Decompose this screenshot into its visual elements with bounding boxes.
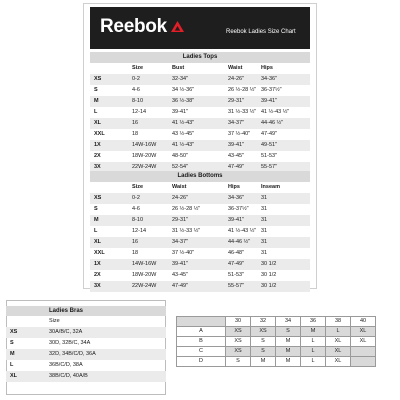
table-cell: 0-2 [132,76,140,82]
cup-size-label: B [177,337,226,347]
chart-title: Reebok Ladies Size Chart [226,29,296,35]
grid-cell: XS [251,327,276,337]
table-cell: 43-45" [172,272,189,278]
table-cell: 41 ½-43" [172,120,195,126]
band-size-header: 40 [351,317,376,327]
table-cell: 31 [261,217,268,223]
size-label: S [94,87,98,93]
table-row [90,107,310,118]
grid-cell: XL [351,337,376,347]
table-cell: 38B/C/D, 40A/B [49,373,88,379]
table-cell: 41 ½-43 ½" [228,228,257,234]
size-label: S [10,340,14,346]
grid-row [177,327,376,337]
table-cell: 55-57" [261,164,278,170]
table-row [90,140,310,151]
table-cell: 37 ½-40" [228,131,251,137]
table-cell: 34-36" [261,76,278,82]
table-cell: Waist [172,184,187,190]
table-cell: 51-53" [228,272,245,278]
table-cell: 14W-16W [132,142,157,148]
table-cell: 18 [132,131,139,137]
table-cell: Hips [261,65,273,71]
table-cell: 41 ½-43" [172,142,195,148]
table-cell: 41 ½-43 ½" [261,109,290,115]
table-row [90,193,310,204]
table-cell: 47-49" [172,283,189,289]
grid-cell: XL [326,337,351,347]
grid-cell: M [276,347,301,357]
size-label: 3X [94,164,101,170]
table-cell: 31 [261,228,268,234]
table-cell: 22W-24W [132,283,157,289]
grid-cell: M [301,327,326,337]
table-cell: 36-37½" [228,206,249,212]
table-row [6,349,166,360]
band-size-header: 30 [226,317,251,327]
table-cell: 43-45" [228,153,245,159]
size-label: L [94,109,98,115]
table-cell: 26 ½-28 ½" [228,87,257,93]
table-cell: 16 [132,239,139,245]
size-label: L [10,362,14,368]
table-cell: 8-10 [132,98,144,104]
bottoms-section-title: Ladies Bottoms [90,171,310,182]
grid-cell: L [301,357,326,367]
table-cell: 39-41" [172,261,189,267]
table-cell: 16 [132,120,139,126]
table-header-row [90,63,310,74]
table-row [6,371,166,382]
table-cell: 32D, 34B/C/D, 36A [49,351,96,357]
size-label: XS [94,195,102,201]
grid-cell [351,347,376,357]
size-label: XXL [94,131,105,137]
table-row [90,85,310,96]
band-size-header: 32 [251,317,276,327]
size-label: XL [94,120,102,126]
table-cell: 39-41" [228,142,245,148]
table-cell: 18W-20W [132,272,157,278]
size-label: 1X [94,261,101,267]
table-cell: 44-46 ½" [228,239,251,245]
table-cell: Bust [172,65,185,71]
size-label: L [94,228,98,234]
table-row [6,338,166,349]
table-cell: Waist [228,65,243,71]
table-cell: 18W-20W [132,153,157,159]
size-label: M [94,98,99,104]
table-cell: 30A/B/C, 32A [49,329,83,335]
table-cell: 22W-24W [132,164,157,170]
grid-cell: M [251,357,276,367]
grid-cell: XL [326,357,351,367]
size-label: XXL [94,250,105,256]
table-cell: 29-31" [228,98,245,104]
table-row [90,96,310,107]
size-label: 3X [94,283,101,289]
grid-cell: XS [226,347,251,357]
table-cell: Size [132,184,144,190]
table-cell: 14W-16W [132,261,157,267]
table-cell: Size [49,318,60,324]
table-cell: 39-41" [228,217,245,223]
band-size-header: 36 [301,317,326,327]
table-cell: 31 [261,195,268,201]
band-size-header: 34 [276,317,301,327]
table-cell: 30D, 32B/C, 34A [49,340,91,346]
table-cell: 47-49" [228,261,245,267]
size-label: 1X [94,142,101,148]
reebok-logo: Reebok [100,16,167,37]
grid-header-row [177,317,376,327]
grid-cell: XL [351,327,376,337]
size-label: M [94,217,99,223]
table-cell: 4-6 [132,206,140,212]
table-cell: 34 ½-36" [172,87,195,93]
table-cell: 34-37" [228,120,245,126]
table-cell: 51-53" [261,153,278,159]
table-cell: 47-49" [228,164,245,170]
table-cell: 49-51" [261,142,278,148]
grid-cell: L [301,347,326,357]
table-row [90,226,310,237]
table-row [90,248,310,259]
size-label: S [94,206,98,212]
table-cell: Hips [228,184,240,190]
size-label: XS [94,76,102,82]
table-cell: 30 1/2 [261,283,277,289]
grid-row [177,347,376,357]
table-row [90,259,310,270]
table-row [90,151,310,162]
table-cell: Size [132,65,144,71]
grid-cell [351,357,376,367]
size-label: XS [10,329,18,335]
table-cell: 52-54" [172,164,189,170]
size-label: 2X [94,272,101,278]
grid-cell: S [251,337,276,347]
table-row [90,118,310,129]
grid-cell: XL [326,347,351,357]
cup-size-label: D [177,357,226,367]
table-header-row [90,182,310,193]
grid-cell: S [251,347,276,357]
table-cell: 55-57" [228,283,245,289]
delta-logo-icon [171,21,184,32]
table-cell: 29-31" [172,217,189,223]
cup-size-label: A [177,327,226,337]
table-cell: Inseam [261,184,280,190]
table-cell: 32-34" [172,76,189,82]
table-row [90,281,310,292]
table-cell: 8-10 [132,217,144,223]
cup-size-label: C [177,347,226,357]
size-label: M [10,351,15,357]
grid-cell: S [276,327,301,337]
grid-row [177,337,376,347]
table-cell: 31 ½-33 ½" [228,109,257,115]
table-row [90,74,310,85]
table-row [90,204,310,215]
grid-cell: L [326,327,351,337]
table-cell: 34-37" [172,239,189,245]
grid-row [177,357,376,367]
table-cell: 31 [261,206,268,212]
grid-cell: S [226,357,251,367]
size-label: 2X [94,153,101,159]
table-cell: 18 [132,250,139,256]
table-cell: 34-36" [228,195,245,201]
table-row [90,270,310,281]
bra-size-grid [176,316,376,367]
band-size-header: 38 [326,317,351,327]
table-row [6,327,166,338]
table-cell: 24-26" [172,195,189,201]
table-cell: 30 1/2 [261,272,277,278]
table-row [90,237,310,248]
table-cell: 31 ½-33 ½" [172,228,201,234]
table-cell: 44-46 ½" [261,120,284,126]
table-cell: 36-37½" [261,87,282,93]
table-row [90,215,310,226]
table-cell: 31 [261,250,268,256]
table-cell: 36B/C/D, 38A [49,362,83,368]
grid-corner [177,317,226,327]
size-label: XL [94,239,102,245]
table-header-row [6,316,166,327]
grid-cell: M [276,357,301,367]
table-cell: 39-41" [172,109,189,115]
grid-cell: M [276,337,301,347]
table-cell: 46-48" [228,250,245,256]
table-cell: 31 [261,239,268,245]
table-row [6,360,166,371]
table-cell: 12-14 [132,228,147,234]
size-label: XL [10,373,18,379]
table-cell: 12-14 [132,109,147,115]
table-cell: 30 1/2 [261,261,277,267]
grid-cell: XS [226,327,251,337]
table-cell: 39-41" [261,98,278,104]
table-cell: 43 ½-45" [172,131,195,137]
table-cell: 48-50" [172,153,189,159]
brand-header [90,7,310,49]
bras-section-title: Ladies Bras [6,306,166,316]
table-cell: 4-6 [132,87,140,93]
tops-section-title: Ladies Tops [90,52,310,63]
table-row [90,129,310,140]
table-cell: 36 ½-38" [172,98,195,104]
table-cell: 24-26" [228,76,245,82]
table-cell: 26 ½-28 ½" [172,206,201,212]
table-cell: 47-49" [261,131,278,137]
table-cell: 37 ½-40" [172,250,195,256]
table-cell: 0-2 [132,195,140,201]
grid-cell: XS [226,337,251,347]
grid-cell: L [301,337,326,347]
